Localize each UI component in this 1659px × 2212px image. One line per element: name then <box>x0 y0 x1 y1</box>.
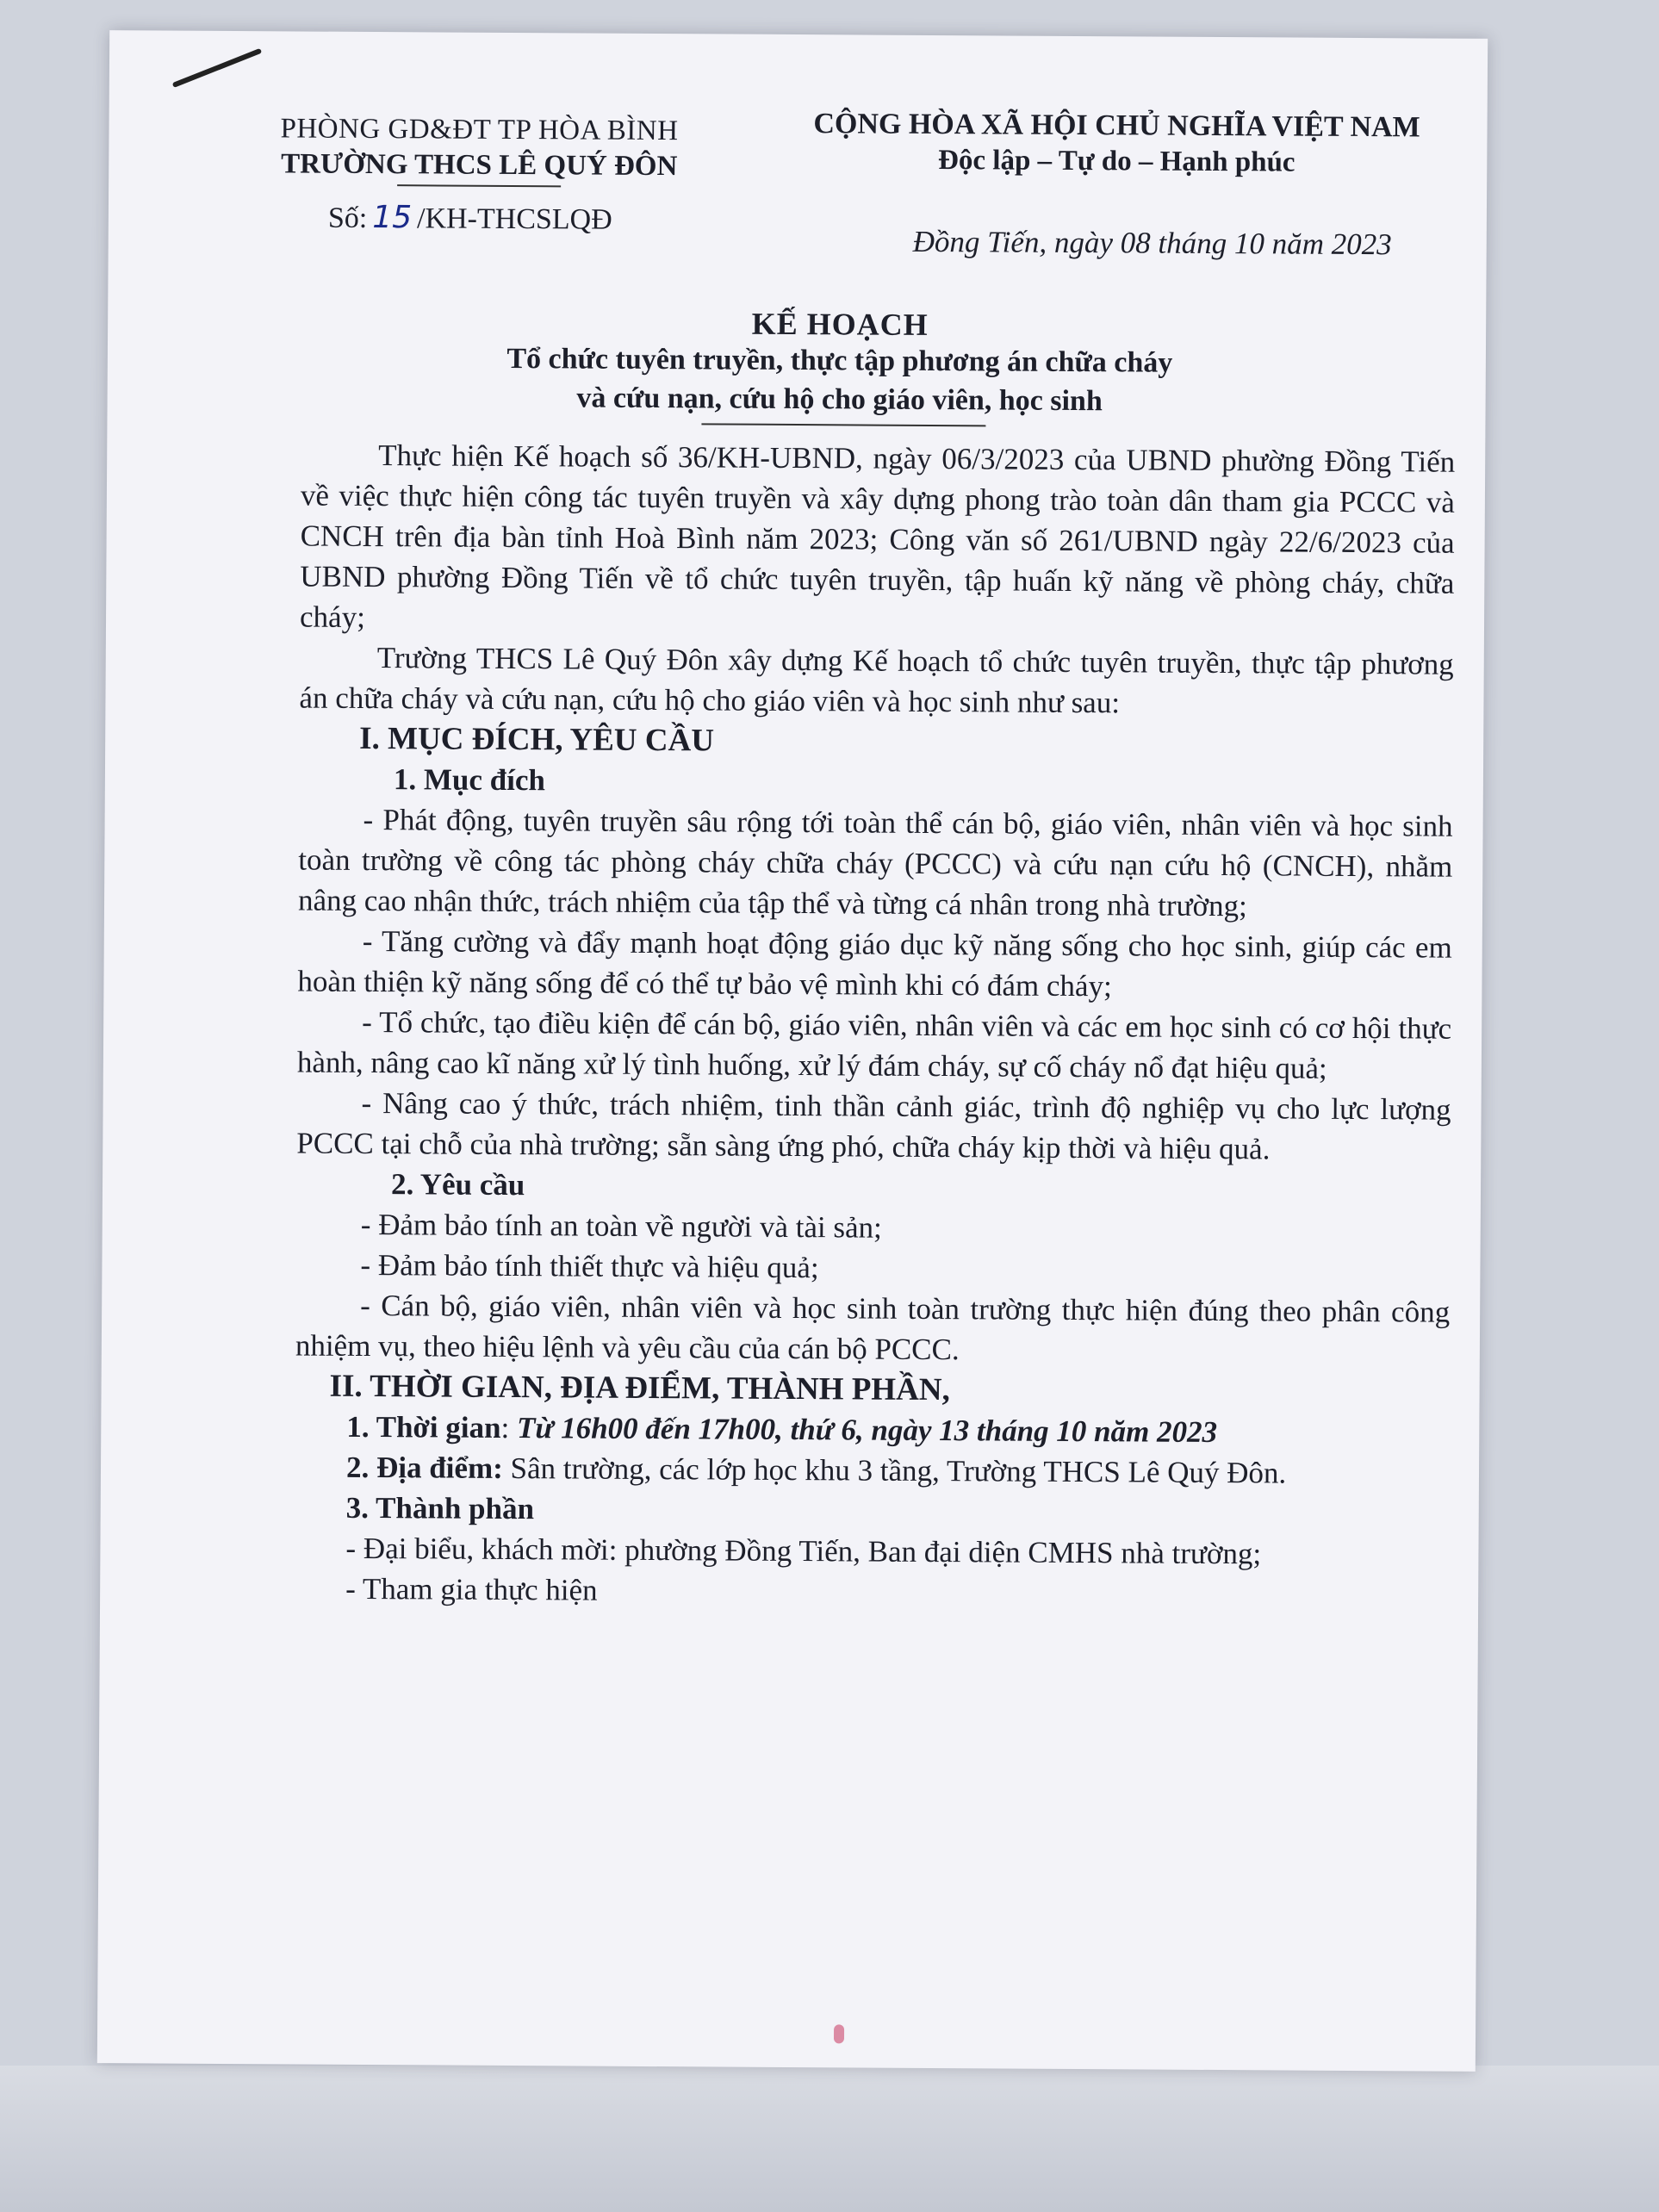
time-colon: : <box>500 1410 510 1445</box>
place-value: Sân trường, các lớp học khu 3 tầng, Trường THCS Lê Quý Đôn. <box>510 1451 1287 1490</box>
purpose-item: - Tổ chức, tạo điều kiện để cán bộ, giáo viên, nhân viên và các em học sinh có cơ hội thực hành, nâng cao kĩ năng xử lý tình huống, xử lý đám cháy, sự cố cháy nổ đạt hiệu quả; <box>296 1004 1452 1085</box>
school-underline <box>397 184 561 187</box>
purpose-item: - Nâng cao ý thức, trách nhiệm, tinh thần cảnh giác, trình độ nghiệp vụ cho lực lượng PCCC tại chỗ của nhà trường; sẵn sàng ứng phó, chữa cháy kịp thời và hiệu quả. <box>296 1085 1451 1166</box>
doc-subtitle-1: Tổ chức tuyên truyền, thực tập phương án chữa cháy <box>506 342 1173 379</box>
number-suffix: /KH-THCSLQĐ <box>416 202 612 236</box>
table-surface <box>0 2066 1659 2212</box>
document-page <box>97 30 1488 2072</box>
doc-subtitle-2: và cứu nạn, cứu hộ cho giáo viên, học sinh <box>576 382 1103 418</box>
member-item: - Đại biểu, khách mời: phường Đồng Tiến, Ban đại diện CMHS nhà trường; <box>345 1531 1262 1571</box>
document-date: Đồng Tiến, ngày 08 tháng 10 năm 2023 <box>912 224 1392 262</box>
requirements-heading: 2. Yêu cầu <box>390 1167 525 1202</box>
issuer-header <box>238 113 721 188</box>
agency-name: PHÒNG GD&ĐT TP HÒA BÌNH <box>280 113 679 147</box>
intro-paragraph-2: Trường THCS Lê Quý Đôn xây dựng Kế hoạch tổ chức tuyên truyền, thực tập phương án chữa cháy và cứu nạn, cứu hộ cho giáo viên và học sinh như sau: <box>299 641 1454 720</box>
time-label: 1. Thời gian <box>346 1409 501 1445</box>
doc-title: KẾ HOẠCH <box>751 306 929 342</box>
requirement-item: - Đảm bảo tính an toàn về người và tài sản; <box>360 1207 882 1245</box>
school-name: TRƯỜNG THCS LÊ QUÝ ĐÔN <box>281 148 678 183</box>
requirement-item: - Cán bộ, giáo viên, nhân viên và học sinh toàn trường thực hiện đúng theo phân công nhiệm vụ, theo hiệu lệnh và yêu cầu của cán bộ PCCC. <box>295 1288 1451 1367</box>
place-row <box>295 1446 1449 1494</box>
requirement-item: - Đảm bảo tính thiết thực và hiệu quả; <box>360 1247 819 1285</box>
section-2-heading: II. THỜI GIAN, ĐỊA ĐIỂM, THÀNH PHẦN, <box>329 1368 950 1408</box>
intro-paragraph-1: Thực hiện Kế hoạch số 36/KH-UBND, ngày 06/3/2023 của UBND phường Đồng Tiến về việc thực hiện công tác tuyên truyền và xây dựng phong trào toàn dân tham gia PCCC và CNCH trên địa bàn tỉnh Hoà Bình năm 2023; Công văn số 261/UBND ngày 22/6/2023 của UBND phường Đồng Tiến về tổ chức tuyên truyền, tập huấn kỹ năng về phòng cháy, chữa cháy; <box>299 438 1456 634</box>
purpose-item: - Phát động, tuyên truyền sâu rộng tới toàn thể cán bộ, giáo viên, nhân viên và học sinh toàn trường về công tác phòng cháy chữa cháy (PCCC) và cứu nạn cứu hộ (CNCH), nhằm nâng cao nhận thức, trách nhiệm của tập thể và từng cá nhân trong nhà trường; <box>297 802 1453 923</box>
ink-smudge <box>834 2024 844 2043</box>
national-motto: Độc lập – Tự do – Hạnh phúc <box>938 145 1296 178</box>
document-body <box>294 435 1455 1616</box>
number-prefix: Số: <box>327 202 368 234</box>
time-row <box>295 1406 1449 1453</box>
title-underline <box>701 423 985 426</box>
pen-mark <box>172 48 262 88</box>
section-1-heading: I. MỤC ĐÍCH, YÊU CẦU <box>359 720 715 759</box>
members-heading: 3. Thành phần <box>345 1490 535 1526</box>
national-header <box>789 108 1444 180</box>
document-number <box>328 200 612 237</box>
number-handwritten: 15 <box>372 200 413 236</box>
time-value: Từ 16h00 đến 17h00, thứ 6, ngày 13 tháng 10 năm 2023 <box>516 1411 1218 1450</box>
place-label: 2. Địa điểm: <box>345 1450 503 1485</box>
purpose-heading: 1. Mục đích <box>393 762 546 798</box>
nation-name: CỘNG HÒA XÃ HỘI CHỦ NGHĨA VIỆT NAM <box>813 108 1420 144</box>
member-item: - Tham gia thực hiện <box>345 1571 598 1607</box>
purpose-item: - Tăng cường và đẩy mạnh hoạt động giáo dục kỹ năng sống cho học sinh, giúp các em hoàn thiện kỹ năng sống để có thể tự bảo vệ mình khi có đám cháy; <box>297 923 1452 1003</box>
